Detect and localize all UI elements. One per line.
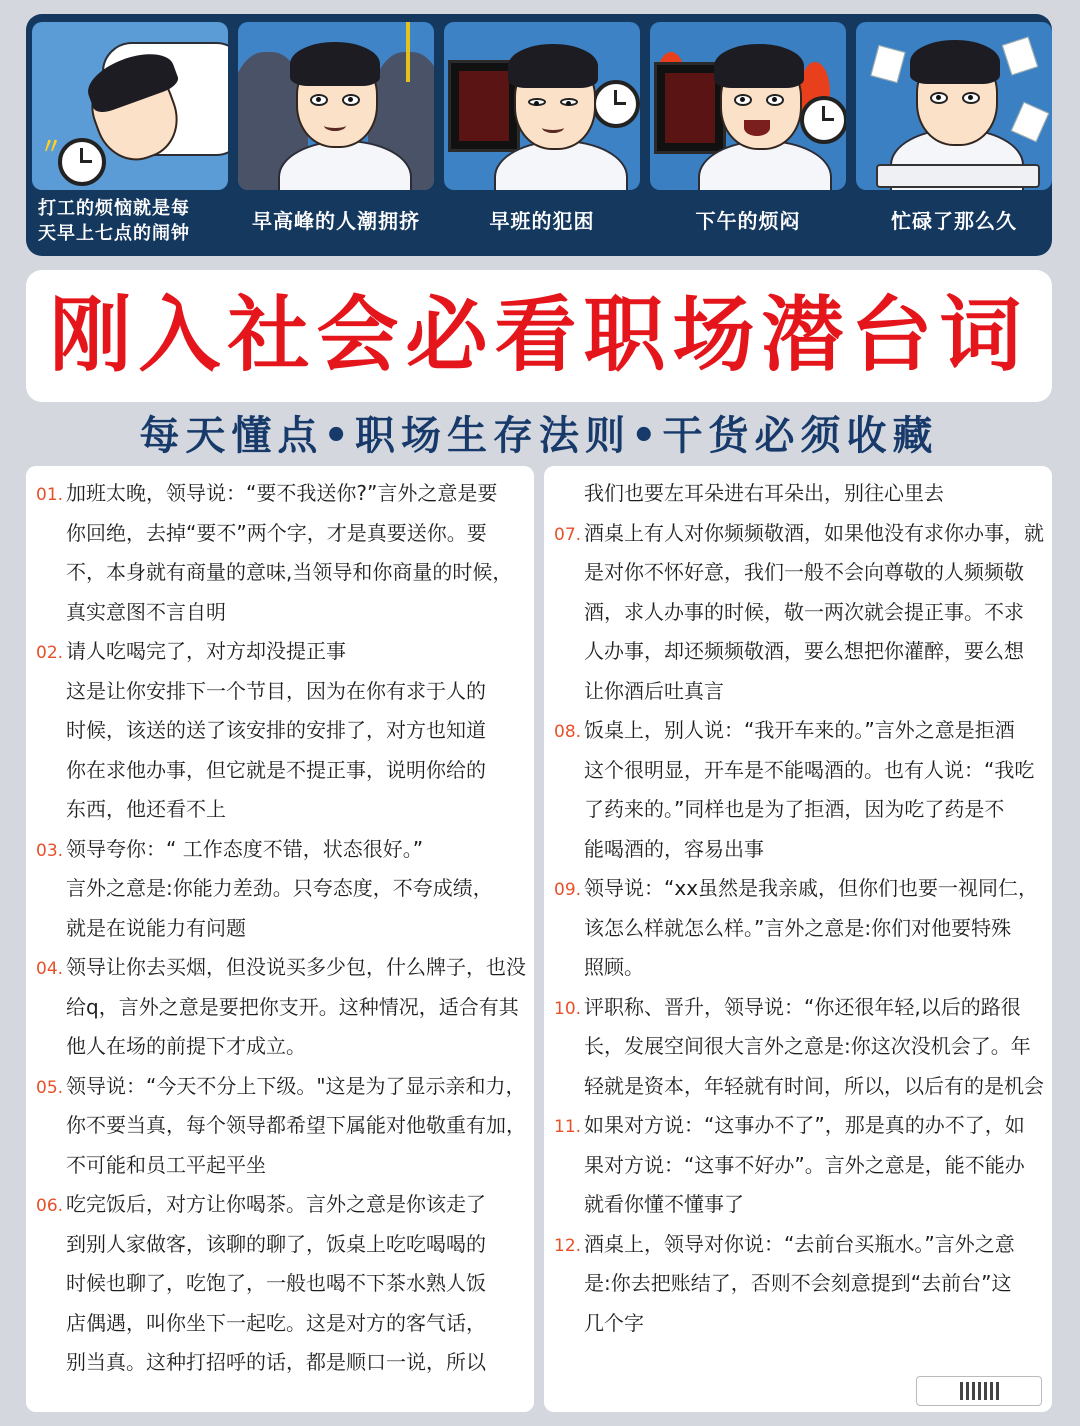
comic-panel-alarm	[32, 22, 228, 248]
item-text: 我们也要左耳朵进右耳朵出，别往心里去	[584, 481, 944, 505]
man-hair	[910, 40, 1000, 84]
item-first-line	[36, 1067, 526, 1109]
item-text: 评职称、晋升，领导说：“你还很年轻,以后的路很	[584, 994, 1021, 1019]
item-first-line	[554, 1225, 1015, 1267]
item-line	[584, 1027, 1031, 1067]
keyboard-icon	[876, 164, 1040, 188]
item-line	[66, 909, 246, 949]
item-line	[66, 1343, 486, 1383]
item-text: 领导夸你：“ 工作态度不错，状态很好。”	[66, 836, 424, 861]
item-first-line	[36, 474, 497, 516]
item-line	[584, 909, 1011, 949]
eye-icon	[528, 98, 546, 106]
item-text: 到别人家做客，该聊的聊了，饭桌上吃吃喝喝的	[66, 1231, 486, 1256]
item-number: 04.	[36, 959, 64, 979]
item-line	[584, 1067, 1044, 1107]
item-text: 你不要当真，每个领导都希望下属能对他敬重有加，	[66, 1113, 526, 1137]
item-text: 酒，求人办事的时候，敬一两次就会提正事。不求	[584, 599, 1024, 624]
item-line	[66, 1304, 486, 1344]
item-text: 如果对方说：“这事办不了”，那是真的办不了，如	[584, 1113, 1025, 1137]
busy-scene	[856, 22, 1052, 190]
item-line	[66, 1106, 526, 1146]
mouth-icon	[542, 122, 564, 133]
item-number: 10.	[554, 998, 582, 1019]
item-number: 11.	[554, 1117, 582, 1137]
item-text: 让你酒后吐真言	[584, 678, 724, 703]
item-text: 别当真。这种打招呼的话，都是顺口一说，所以	[66, 1350, 486, 1374]
ringing-lines-icon: 〃	[40, 135, 63, 160]
item-number: 06.	[36, 1196, 64, 1216]
eye-icon	[930, 92, 948, 104]
item-line	[66, 1146, 266, 1186]
comic-panel-sleepy	[444, 22, 640, 248]
item-first-line	[36, 1185, 486, 1227]
item-line	[66, 751, 486, 791]
item-first-line	[36, 948, 526, 990]
item-line	[66, 1027, 306, 1067]
item-first-line	[554, 988, 1021, 1030]
item-first-line	[36, 830, 423, 872]
man-hair	[714, 44, 804, 88]
item-number: 02.	[36, 643, 64, 663]
item-text: 照顾。	[584, 955, 644, 979]
item-line	[66, 790, 226, 830]
item-number: 07.	[554, 524, 582, 545]
item-text: 这个很明显，开车是不能喝酒的。也有人说：“我吃	[584, 757, 1035, 782]
item-line	[584, 830, 764, 870]
item-text: 店偶遇，叫你坐下一起吃。这是对方的客气话，	[66, 1310, 486, 1335]
subway-handle-icon	[406, 22, 410, 82]
item-text: 给q，言外之意是要把你支开。这种情况，适合有其	[66, 994, 519, 1019]
item-line	[584, 632, 1024, 672]
item-text: 轻就是资本，年轻就有时间，所以，以后有的是机会	[584, 1073, 1044, 1098]
watermark-logo	[916, 1376, 1042, 1406]
alarm-bed-scene	[32, 22, 228, 190]
sleepy-scene	[444, 22, 640, 190]
item-text: 请人吃喝完了，对方却没提正事	[66, 639, 346, 663]
item-number: 01.	[36, 485, 64, 505]
item-text: 加班太晚，领导说：“要不我送你?”言外之意是要	[66, 481, 498, 505]
item-text: 时候，该送的送了该安排的安排了，对方也知道	[66, 718, 486, 742]
item-line	[66, 869, 493, 909]
item-line	[584, 672, 724, 712]
item-text: 时候也聊了，吃饱了，一般也喝不下茶水熟人饭	[66, 1271, 486, 1295]
paper-icon	[1002, 36, 1039, 75]
item-text: 酒桌上，领导对你说：“去前台买瓶水。”言外之意	[584, 1231, 1015, 1256]
right-content-panel	[544, 466, 1052, 1412]
panel-caption: 早班的犯困	[489, 209, 595, 233]
comic-strip	[26, 14, 1052, 256]
item-text: 就是在说能力有问题	[66, 915, 246, 940]
item-number: 03.	[36, 840, 64, 861]
eye-icon	[766, 94, 784, 106]
item-text: 这是让你安排下一个节目，因为在你有求于人的	[66, 678, 486, 703]
item-text: 吃完饭后，对方让你喝茶。言外之意是你该走了	[66, 1192, 486, 1216]
broken-clock-icon	[800, 96, 846, 144]
item-text: 饭桌上，别人说：“我开车来的。”言外之意是拒酒	[584, 718, 1015, 742]
page-subtitle: 每天懂点•职场生存法则•干货必须收藏	[139, 413, 939, 459]
item-text: 领导说：“今天不分上下级。"这是为了显示亲和力，	[66, 1073, 526, 1098]
item-text: 东西，他还看不上	[66, 797, 226, 821]
item-line	[66, 553, 512, 593]
item-line	[66, 672, 486, 712]
panel-caption: 早高峰的人潮拥挤	[252, 209, 420, 233]
item-line	[584, 553, 1024, 593]
item-line	[584, 1146, 1025, 1186]
wall-clock-icon	[592, 80, 640, 128]
eye-icon	[342, 94, 360, 106]
item-first-line	[554, 1106, 1025, 1148]
item-text: 人办事，却还频频敬酒，要么想把你灌醉，要么想	[584, 639, 1024, 663]
item-line	[584, 593, 1024, 633]
item-text: 几个字	[584, 1310, 644, 1335]
item-text: 你在求他办事，但它就是不提正事，说明你给的	[66, 757, 486, 782]
item-line	[66, 1225, 486, 1265]
left-content-panel	[26, 466, 534, 1412]
item-text: 领导让你去买烟，但没说买多少包，什么牌子，也没	[66, 955, 526, 979]
item-text: 他人在场的前提下才成立。	[66, 1034, 306, 1058]
item-first-line	[554, 514, 1044, 556]
panel-caption: 打工的烦恼就是每 天早上七点的闹钟	[38, 198, 190, 244]
item-line	[584, 1304, 644, 1344]
eye-icon	[560, 98, 578, 106]
item-text: 真实意图不言自明	[66, 599, 226, 624]
item-number: 08.	[554, 722, 582, 742]
item-line	[584, 1185, 744, 1225]
man-hair	[290, 42, 380, 86]
item-text: 果对方说：“这事不好办”。言外之意是，能不能办	[584, 1152, 1025, 1177]
item-line	[66, 593, 226, 633]
item-text: 长，发展空间很大言外之意是:你这次没机会了。年	[584, 1034, 1031, 1058]
item-first-line	[554, 869, 1038, 911]
page-title: 刚入社会必看职场潜台词	[49, 288, 1029, 383]
item-text: 你回绝，去掉“要不”两个字，才是真要送你。要	[66, 520, 487, 545]
paper-icon	[870, 45, 905, 83]
item-text: 了药来的。”同样也是为了拒酒，因为吃了药是不	[584, 797, 1005, 821]
item-line	[66, 988, 519, 1028]
eye-icon	[962, 92, 980, 104]
comic-panel-frustrated	[650, 22, 846, 248]
item-text: 不可能和员工平起平坐	[66, 1152, 266, 1177]
item-text: 是:你去把账结了，否则不会刻意提到“去前台”这	[584, 1271, 1012, 1295]
eye-icon	[734, 94, 752, 106]
item-text: 该怎么样就怎么样。”言外之意是:你们对他要特殊	[584, 915, 1012, 940]
item-text: 就看你懂不懂事了	[584, 1192, 744, 1216]
item-text: 领导说：“xx虽然是我亲戚，但你们也要一视同仁，	[584, 876, 1039, 900]
title-card	[26, 270, 1052, 402]
item-text: 不，本身就有商量的意味,当领导和你商量的时候，	[66, 560, 513, 584]
alarm-clock-icon	[58, 138, 106, 186]
panel-caption: 忙碌了那么久	[891, 209, 1017, 233]
mouth-icon	[324, 120, 346, 131]
item-text: 能喝酒的，容易出事	[584, 836, 764, 861]
crowd-scene	[238, 22, 434, 190]
item-line	[66, 1264, 486, 1304]
item-text: 是对你不怀好意，我们一般不会向尊敬的人频频敬	[584, 560, 1024, 584]
item-line	[584, 474, 944, 514]
man-hair	[508, 44, 598, 88]
item-first-line	[36, 632, 346, 674]
comic-panel-busy	[856, 22, 1052, 248]
item-line	[584, 790, 1004, 830]
item-text: 酒桌上有人对你频频敬酒，如果他没有求你办事，就	[584, 520, 1044, 545]
frustrated-scene	[650, 22, 846, 190]
item-number: 09.	[554, 880, 582, 900]
shouting-mouth-icon	[744, 120, 770, 136]
item-first-line	[554, 711, 1015, 753]
item-number: 05.	[36, 1077, 64, 1098]
item-text: 言外之意是:你能力差劲。只夸态度，不夸成绩，	[66, 876, 493, 900]
item-line	[584, 1264, 1011, 1304]
item-number: 12.	[554, 1235, 582, 1256]
item-line	[66, 711, 486, 751]
panel-caption: 下午的烦闷	[695, 209, 801, 233]
comic-panel-crowd	[238, 22, 434, 248]
paper-icon	[1011, 102, 1050, 143]
item-line	[66, 514, 487, 554]
item-line	[584, 948, 644, 988]
item-line	[584, 751, 1034, 791]
eye-icon	[310, 94, 328, 106]
